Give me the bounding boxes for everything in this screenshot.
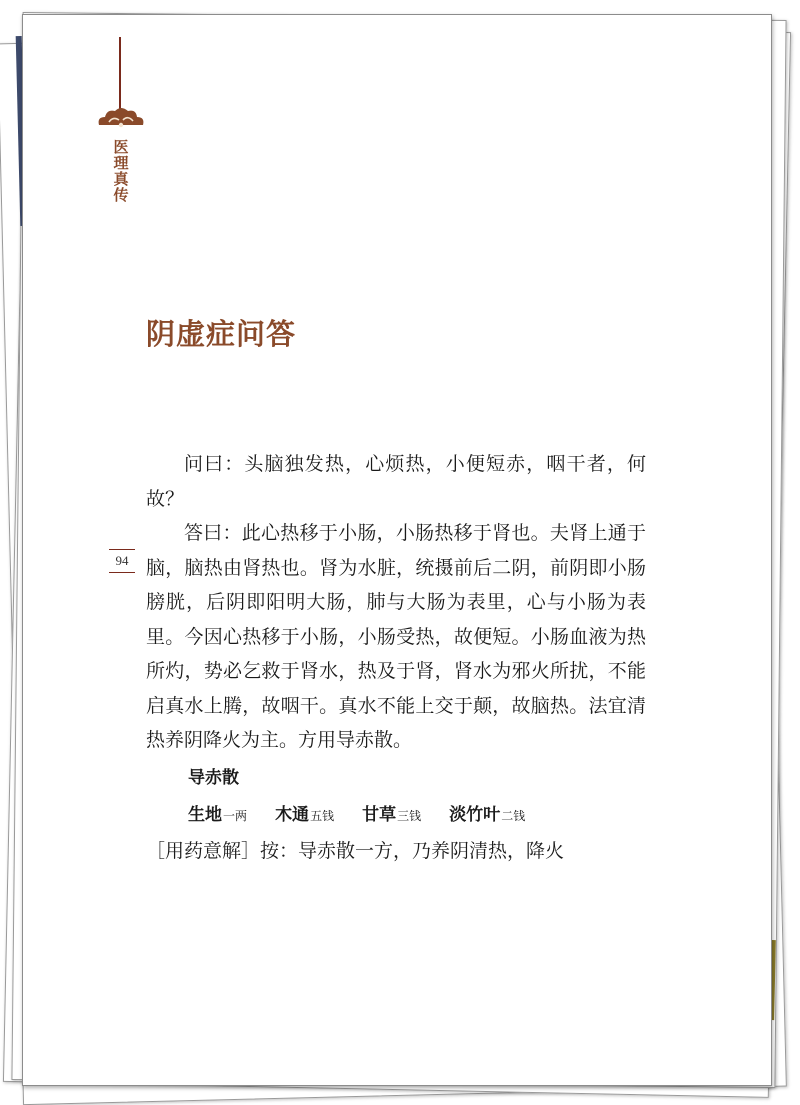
answer-line: 心与小肠为表里。今因心热移于小肠，小肠受热，故 — [146, 591, 646, 648]
answer-line: 肾，肾水为邪火所扰，不能启真水上腾，故咽干。真 — [146, 660, 646, 717]
question-line: 问曰：头脑独发热，心烦热，小便短赤，咽干者， — [184, 453, 627, 475]
herb-name: 生地 — [188, 804, 222, 825]
herb-item — [449, 805, 525, 825]
herb-dose: 三钱 — [397, 808, 422, 823]
page-number: 94 — [115, 553, 129, 568]
herb-name: 木通 — [275, 804, 310, 825]
page-number-rule-bottom — [109, 572, 135, 573]
herb-item — [362, 805, 421, 825]
question-paragraph — [146, 447, 646, 516]
hanging-cord — [119, 37, 121, 111]
herb-dose: 二钱 — [501, 808, 526, 823]
answer-line: 前阴即小肠膀胱，后阴即阳明大肠，肺与大肠为表里， — [146, 556, 646, 613]
answer-line: 方用导赤散。 — [298, 729, 413, 751]
question-line: 何故？ — [146, 453, 646, 510]
answer-line: 上通于脑，脑热由肾热也。肾为水脏，统摄前后二阴， — [146, 522, 646, 579]
formula-name: 导赤散 — [188, 767, 239, 788]
herb-name: 甘草 — [362, 804, 397, 825]
answer-paragraph — [146, 516, 646, 758]
herb-item — [188, 805, 247, 825]
answer-line: 便短。小肠血液为热所灼，势必乞救于肾水，热及于 — [146, 625, 646, 682]
chapter-title: 阴虚症问答 — [146, 317, 297, 351]
body-text — [146, 447, 646, 868]
herb-dose: 一两 — [223, 808, 248, 823]
explanation-paragraph: ［用药意解］按：导赤散一方，乃养阴清热，降火 — [146, 839, 565, 862]
herb-name: 淡竹叶 — [449, 804, 501, 825]
page-number-block — [109, 549, 135, 573]
answer-line: 水不能上交于颠，故脑热。法宜清热养阴降火为主。 — [146, 694, 646, 751]
herb-list — [146, 796, 646, 834]
answer-line: 答曰：此心热移于小肠，小肠热移于肾也。夫肾 — [184, 522, 589, 544]
series-title: 医理真传 — [113, 138, 129, 204]
herb-item — [275, 805, 334, 825]
auspicious-cloud-icon — [95, 105, 147, 133]
herb-dose: 五钱 — [310, 808, 335, 823]
